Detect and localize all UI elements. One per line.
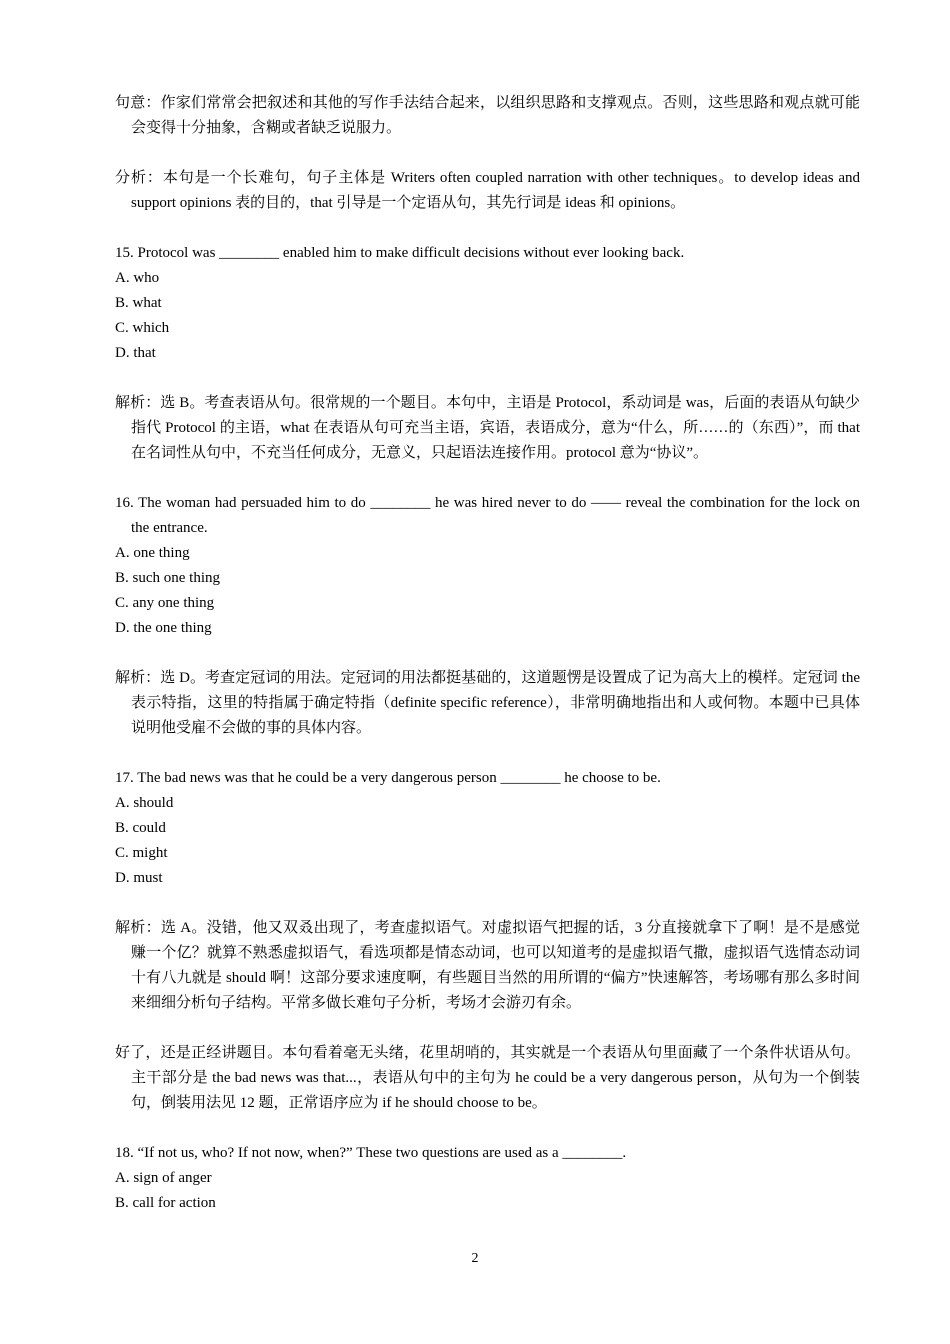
question-16-option-c: C. any one thing (115, 595, 215, 611)
question-15-explanation: 解析：选 B。考查表语从句。很常规的一个题目。本句中，主语是 Protocol，系动词是 was，后面的表语从句缺少指代 Protocol 的主语，what 在表语从句可充当主语，宾语，表语成分，意为“什么，所……的（东西）”，而 that 在名词性从句中，不充当任何成分，无意义，只起语法连接作用。protocol 意为“协议”。 (115, 395, 860, 461)
question-17-option-d: D. must (115, 870, 163, 886)
question-17-explanation-continued: 好了，还是正经讲题目。本句看着毫无头绪，花里胡哨的，其实就是一个表语从句里面藏了一个条件状语从句。主干部分是 the bad news was that...，表语从句中的主句为 he could be a very dangerous person，从句为一个倒装句，倒装用法见 12 题，正常语序应为 if he should choose to be。 (115, 1045, 860, 1111)
question-15-option-d: D. that (115, 345, 156, 361)
paragraph-gap (115, 366, 860, 391)
question-17-option-b: B. could (115, 820, 166, 836)
question-15-option-c: C. which (115, 320, 170, 336)
paragraph-gap (115, 641, 860, 666)
paragraph-gap (115, 741, 860, 766)
question-18: 18. “If not us, who? If not now, when?” These two questions are used as a ________. (115, 1145, 627, 1161)
question-17-option-c: C. might (115, 845, 168, 861)
question-16-option-a: A. one thing (115, 545, 190, 561)
question-16: 16. The woman had persuaded him to do ________ he was hired never to do —— reveal the combination for the lock on the entrance. (115, 495, 860, 536)
question-17-explanation: 解析：选 A。没错，他又双叒出现了，考查虚拟语气。对虚拟语气把握的话，3 分直接就拿下了啊！是不是感觉赚一个亿？就算不熟悉虚拟语气，看选项都是情态动词，也可以知道考的是虚拟语气撒，虚拟语气选情态动词十有八九就是 should 啊！这部分要求速度啊，有些题目当然的用所谓的“偏方”快速解答，考场哪有那么多时间来细细分析句子结构。平常多做长难句子分析，考场才会游刃有余。 (115, 920, 860, 1011)
paragraph-gap (115, 1016, 860, 1041)
sentence-analysis-paragraph: 分析：本句是一个长难句，句子主体是 Writers often coupled narration with other techniques。to develop ideas and support opinions 表的目的，that 引导是一个定语从句，其先行词是 ideas 和 opinions。 (115, 170, 860, 211)
question-15: 15. Protocol was ________ enabled him to make difficult decisions without ever looking back. (115, 245, 685, 261)
question-17-option-a: A. should (115, 795, 174, 811)
question-16-option-b: B. such one thing (115, 570, 220, 586)
question-16-option-d: D. the one thing (115, 620, 212, 636)
paragraph-gap (115, 466, 860, 491)
sentence-meaning-paragraph: 句意：作家们常常会把叙述和其他的写作手法结合起来，以组织思路和支撑观点。否则，这些思路和观点就可能会变得十分抽象，含糊或者缺乏说服力。 (115, 95, 860, 136)
paragraph-gap (115, 891, 860, 916)
question-18-option-a: A. sign of anger (115, 1170, 212, 1186)
question-17: 17. The bad news was that he could be a very dangerous person ________ he choose to be. (115, 770, 661, 786)
question-15-option-b: B. what (115, 295, 162, 311)
paragraph-gap (115, 1116, 860, 1141)
page-number: 2 (471, 1251, 479, 1266)
paragraph-gap (115, 141, 860, 166)
question-16-explanation: 解析：选 D。考查定冠词的用法。定冠词的用法都挺基础的，这道题愣是设置成了记为高大上的模样。定冠词 the 表示特指，这里的特指属于确定特指（definite specific reference），非常明确地指出和人或何物。本题中已具体说明他受雇不会做的事的具体内容。 (115, 670, 860, 736)
paragraph-gap (115, 216, 860, 241)
document-body (115, 91, 860, 1216)
question-18-option-b: B. call for action (115, 1195, 216, 1211)
question-15-option-a: A. who (115, 270, 160, 286)
